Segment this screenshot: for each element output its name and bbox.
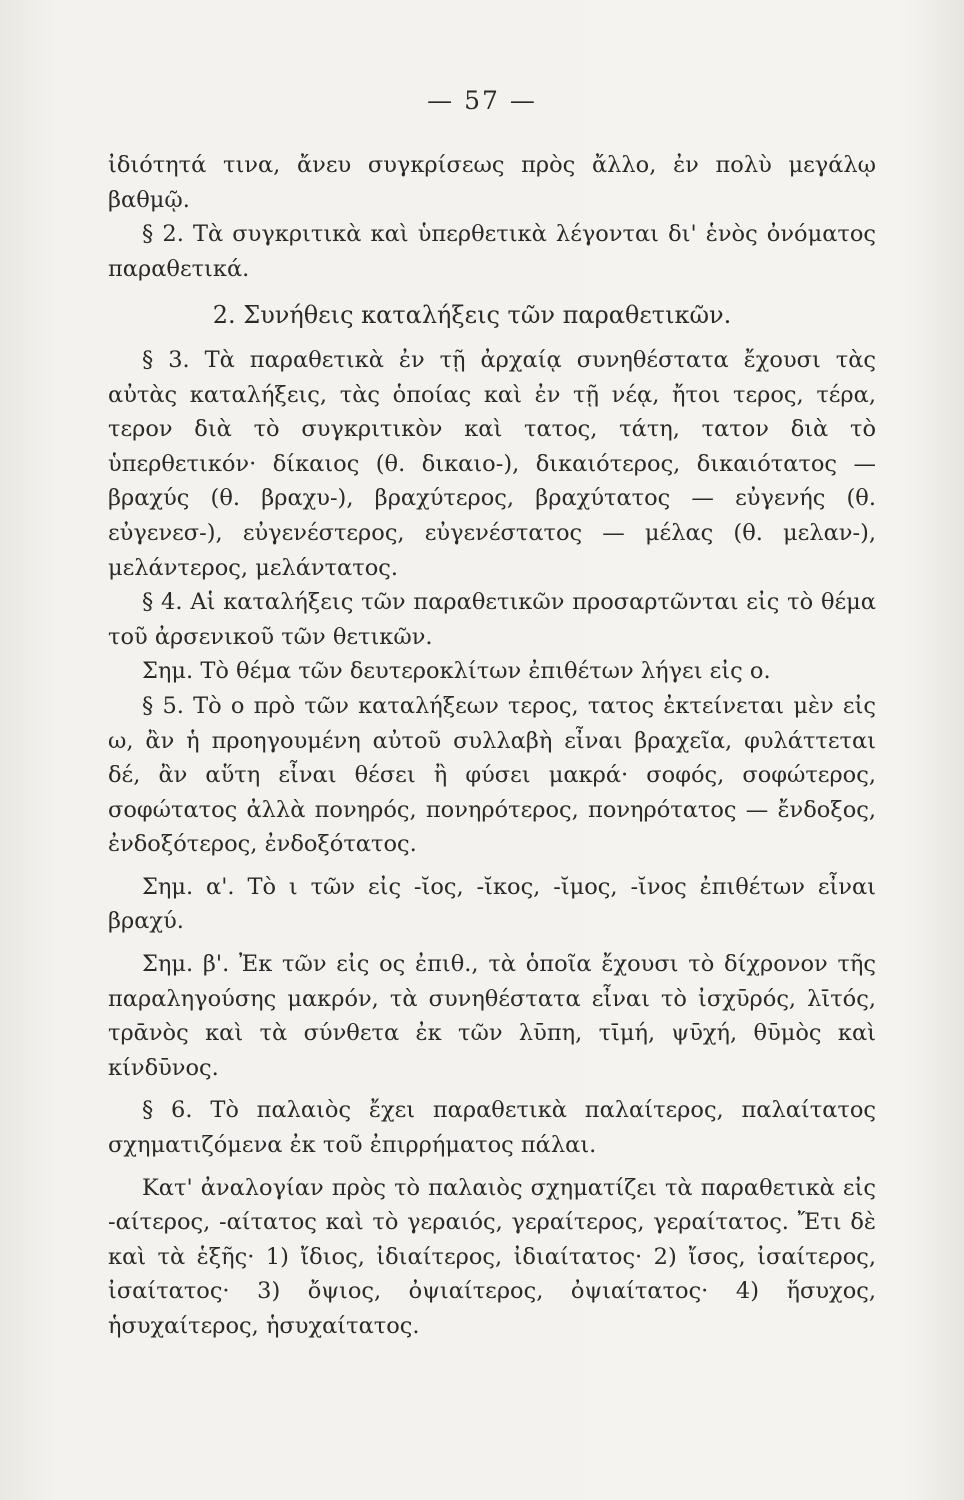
paragraph-section-3: § 3. Τὰ παραθετικὰ ἐν τῇ ἀρχαίᾳ συνηθέστατα ἔχουσι τὰς αὐτὰς καταλήξεις, τὰς ὁποίας καὶ ἐν τῇ νέᾳ, ἤτοι τερος, τέρα, τερον διὰ τὸ συγκριτικὸν καὶ τατος, τάτη, τατον διὰ τὸ ὑπερθετικόν· δίκαιος (θ. δικαιο-), δικαιότερος, δικαιότατος — βραχύς (θ. βραχυ-), βραχύτερος, βραχύτατος — εὐγενής (θ. εὐγενεσ-), εὐγενέστερος, εὐγενέστατος — μέλας (θ. μελαν-), μελάντερος, μελάντατος.: [108, 346, 876, 581]
paragraph-section-2: § 2. Τὰ συγκριτικὰ καὶ ὑπερθετικὰ λέγονται δι' ἑνὸς ὀνόματος παραθετικά.: [108, 221, 876, 282]
paragraph-analogy: Κατ' ἀναλογίαν πρὸς τὸ παλαιὸς σχηματίζει τὰ παραθετικὰ εἰς -αίτερος, -αίτατος καὶ τὸ γεραιός, γεραίτερος, γεραίτατος. Ἔτι δὲ καὶ τὰ ἑξῆς· 1) ἴδιος, ἰδιαίτερος, ἰδιαίτατος· 2) ἴσος, ἰσαίτερος, ἰσαίτατος· 3) ὄψιος, ὀψιαίτερος, ὀψιαίτατος· 4) ἥσυχος, ἡσυχαίτερος, ἡσυχαίτατος.: [108, 1174, 876, 1339]
paragraph-continuation: ἰδιότητά τινα, ἄνευ συγκρίσεως πρὸς ἄλλο, ἐν πολὺ μεγάλῳ βαθμῷ.: [108, 152, 876, 213]
section-heading: 2. Συνήθεις καταλήξεις τῶν παραθετικῶν.: [212, 301, 732, 330]
paragraph-section-4: § 4. Αἱ καταλήξεις τῶν παραθετικῶν προσαρτῶνται εἰς τὸ θέμα τοῦ ἀρσενικοῦ τῶν θετικῶν.: [108, 589, 876, 650]
paragraph-section-6: § 6. Τὸ παλαιὸς ἔχει παραθετικὰ παλαίτερος, παλαίτατος σχηματιζόμενα ἐκ τοῦ ἐπιρρήματος πάλαι.: [108, 1097, 876, 1159]
page-number: — 57 —: [427, 86, 537, 115]
note-a: Σημ. α'. Τὸ ι τῶν εἰς -ῐος, -ῐκος, -ῐμος, -ῐνος ἐπιθέτων εἶναι βραχύ.: [108, 873, 876, 935]
paragraph-section-5: § 5. Τὸ ο πρὸ τῶν καταλήξεων τερος, τατος ἐκτείνεται μὲν εἰς ω, ἂν ἡ προηγουμένη αὐτοῦ συλλαβὴ εἶναι βραχεῖα, φυλάττεται δέ, ἂν αὕτη εἶναι θέσει ἢ φύσει μακρά· σοφός, σοφώτερος, σοφώτατος ἀλλὰ πονηρός, πονηρότερος, πονηρότατος — ἔνδοξος, ἐνδοξότερος, ἐνδοξότατος.: [108, 692, 876, 858]
note-b: Σημ. β'. Ἐκ τῶν εἰς ος ἐπιθ., τὰ ὁποῖα ἔχουσι τὸ δίχρονον τῆς παραληγούσης μακρόν, τὰ συνηθέστατα εἶναι τὸ ἰσχῡρός, λῑτός, τρᾱνὸς καὶ τὰ σύνθετα ἐκ τῶν λῡπη, τῑμή, ψῡχή, θῡμὸς καὶ κίνδῡνος.: [108, 951, 876, 1081]
page-text: [108, 148, 876, 1344]
note-theme: Σημ. Τὸ θέμα τῶν δευτεροκλίτων ἐπιθέτων λήγει εἰς ο.: [142, 658, 771, 685]
